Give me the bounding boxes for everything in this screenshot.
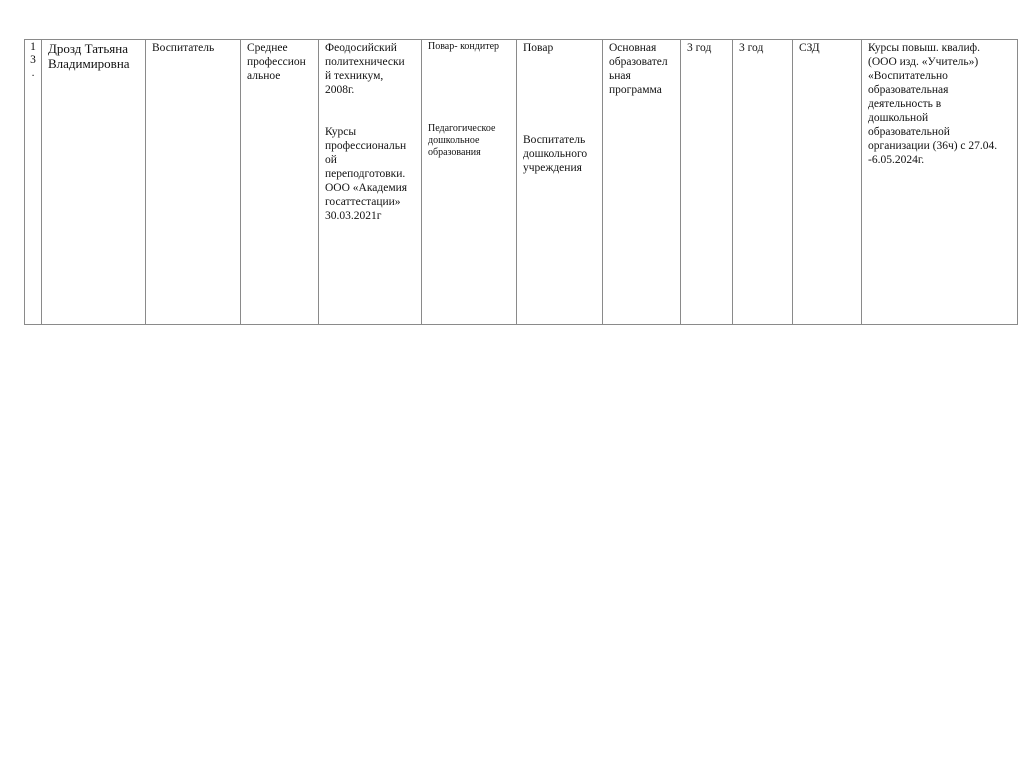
institution-retraining-line: Курсы	[325, 126, 357, 138]
training-line: (ООО изд. «Учитель»)	[868, 56, 979, 68]
institution-cell	[319, 40, 422, 325]
spacer	[325, 97, 417, 125]
row-number-char: 1	[30, 41, 36, 53]
total-experience-text: 3 год	[687, 42, 712, 54]
attestation-cell	[793, 40, 862, 325]
specialty-retraining-line: образования	[428, 147, 481, 158]
training-line: дошкольной	[868, 112, 929, 124]
program-line: ьная	[609, 70, 631, 82]
institution-retraining-line: ООО «Академия	[325, 182, 408, 194]
institution-retraining-line: ой	[325, 154, 337, 166]
training-line: образовательной	[868, 126, 950, 138]
qualification-cell	[517, 40, 603, 325]
institution-retraining-line: профессиональн	[325, 140, 407, 152]
qualification-retraining-line: учреждения	[523, 162, 582, 174]
qualification-retraining-line: дошкольного	[523, 148, 588, 160]
institution-primary-line: 2008г.	[325, 84, 355, 96]
row-number-cell	[25, 40, 42, 325]
position-text: Воспитатель	[152, 42, 215, 54]
training-line: образовательная	[868, 84, 949, 96]
row-number-char: .	[31, 67, 35, 79]
education-level-line: Среднее	[247, 42, 288, 54]
education-level-line: профессион	[247, 56, 306, 68]
pedagogical-experience-cell	[733, 40, 793, 325]
institution-primary-line: й техникум,	[325, 70, 384, 82]
full-name-line: Владимировна	[48, 56, 130, 71]
education-level-cell	[241, 40, 319, 325]
pedagogical-experience-text: 3 год	[739, 42, 764, 54]
attestation-text: СЗД	[799, 42, 820, 54]
row-number-char: 3	[30, 54, 36, 66]
full-name-line: Дрозд Татьяна	[48, 41, 128, 56]
qualification-retraining-line: Воспитатель	[523, 134, 586, 146]
table-row	[25, 40, 1018, 325]
institution-retraining-line: 30.03.2021г	[325, 210, 382, 222]
institution-retraining-line: переподготовки.	[325, 168, 406, 180]
institution-retraining-line: госаттестации»	[325, 196, 401, 208]
total-experience-cell	[681, 40, 733, 325]
training-line: деятельность в	[868, 98, 942, 110]
training-line: Курсы повыш. квалиф.	[868, 42, 980, 54]
qualification-primary: Повар	[523, 42, 554, 54]
specialty-retraining-line: Педагогическое	[428, 123, 496, 134]
specialty-retraining-line: дошкольное	[428, 135, 480, 146]
institution-primary-line: политехнически	[325, 56, 405, 68]
specialty-cell	[422, 40, 517, 325]
program-line: Основная	[609, 42, 657, 54]
staff-table	[24, 39, 1018, 325]
spacer	[523, 55, 598, 133]
institution-primary-line: Феодосийский	[325, 42, 397, 54]
program-cell	[603, 40, 681, 325]
program-line: образовател	[609, 56, 668, 68]
training-line: -6.05.2024г.	[868, 154, 925, 166]
training-line: «Воспитательно	[868, 70, 948, 82]
training-line: организации (36ч) с 27.04.	[868, 140, 998, 152]
position-cell	[146, 40, 241, 325]
program-line: программа	[609, 84, 662, 96]
full-name-cell	[42, 40, 146, 325]
training-cell	[862, 40, 1018, 325]
education-level-line: альное	[247, 70, 281, 82]
specialty-primary: Повар- кондитер	[428, 41, 500, 52]
spacer	[428, 53, 512, 123]
